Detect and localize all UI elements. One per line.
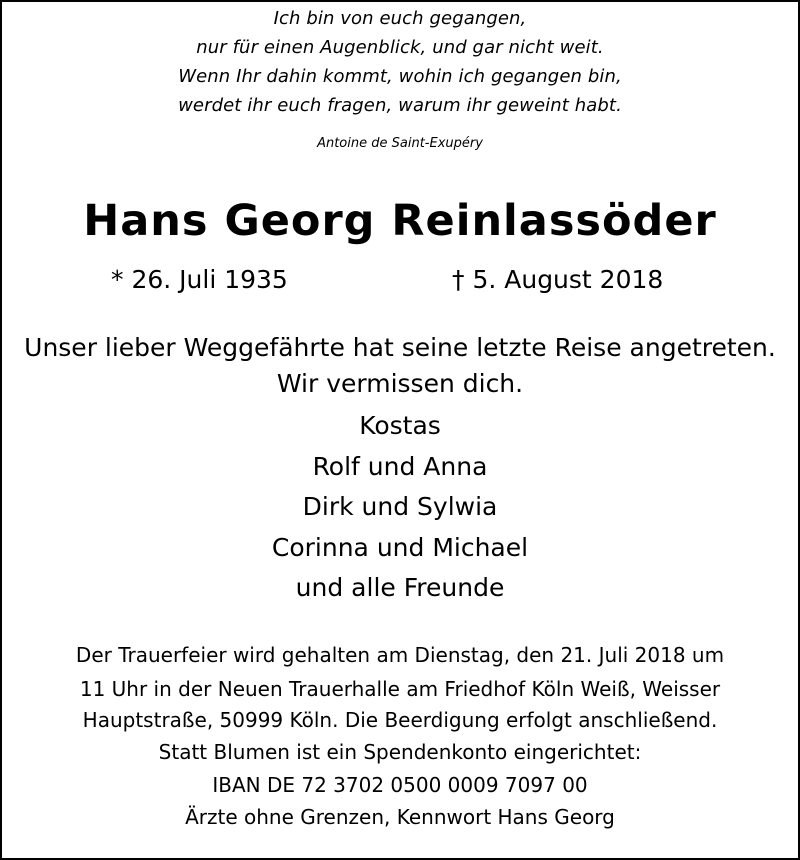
iban-line: IBAN DE 72 3702 0500 0009 7097 00 [212,773,588,797]
miss-you-message: Wir vermissen dich. [276,369,524,398]
deceased-name: Hans Georg Reinlassöder [83,196,717,246]
poem-line: werdet ihr euch fragen, warum ihr geweint habt. [178,95,622,116]
death-date: † 5. August 2018 [452,265,664,294]
mourner-name: Rolf und Anna [312,452,488,481]
mourner-name: Corinna und Michael [271,533,529,562]
mourner-name: Kostas [359,411,441,440]
poem-author: Antoine de Saint-Exupéry [317,136,483,151]
service-info-line: Der Trauerfeier wird gehalten am Dienstag, den 21. Juli 2018 um [75,643,725,667]
poem-line: Wenn Ihr dahin kommt, wohin ich gegangen bin, [178,66,622,87]
birth-date: * 26. Juli 1935 [111,265,288,294]
donation-info-line: Statt Blumen ist ein Spendenkonto eingerichtet: [158,740,642,764]
service-info-line: Hauptstraße, 50999 Köln. Die Beerdigung erfolgt anschließend. [82,708,718,732]
mourner-name: und alle Freunde [295,573,505,602]
poem-line: nur für einen Augenblick, und gar nicht weit. [196,37,604,58]
farewell-message: Unser lieber Weggefährte hat seine letzte Reise angetreten. [24,333,776,362]
donation-recipient-line: Ärzte ohne Grenzen, Kennwort Hans Georg [185,805,615,829]
poem-line: Ich bin von euch gegangen, [273,8,527,29]
mourner-name: Dirk und Sylwia [302,492,498,521]
service-info-line: 11 Uhr in der Neuen Trauerhalle am Friedhof Köln Weiß, Weisser [79,677,721,701]
